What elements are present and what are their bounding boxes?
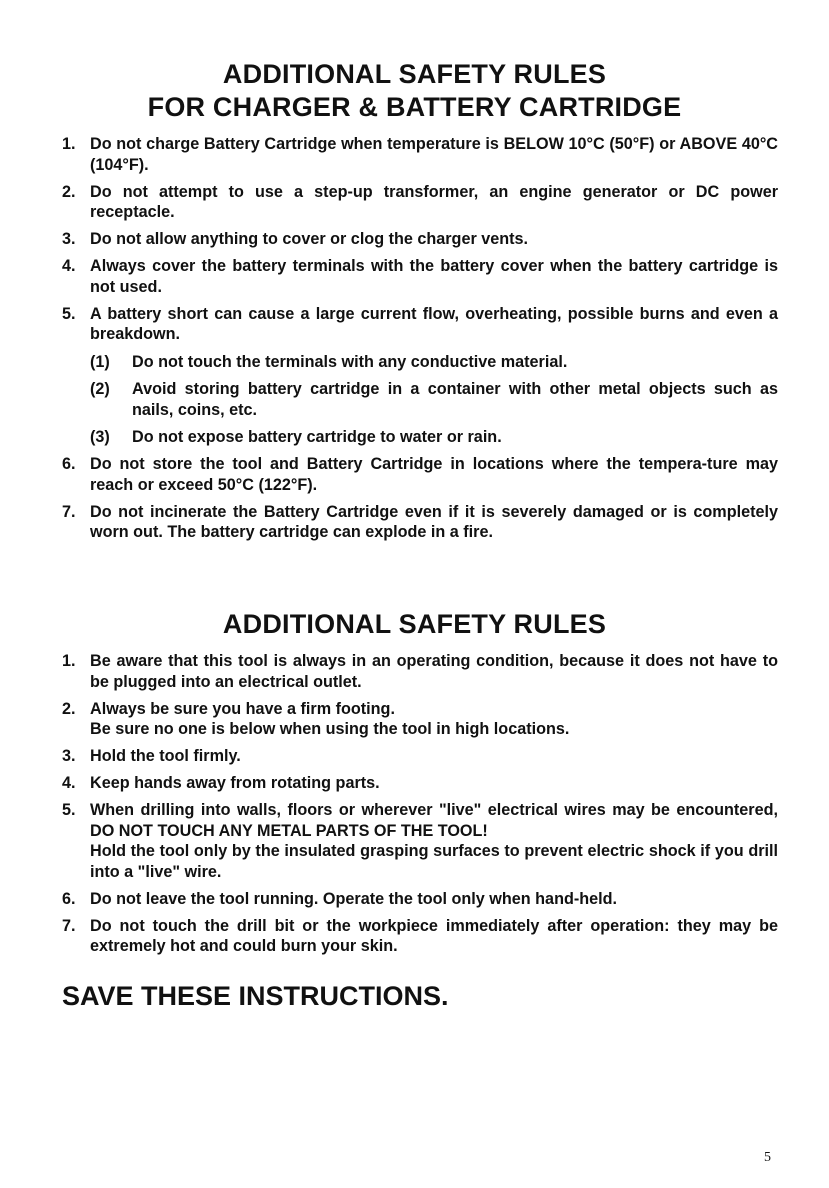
rule-number: 1. <box>62 135 76 153</box>
sub-rule-number: (1) <box>90 352 110 371</box>
section2-rule-1 <box>62 651 778 692</box>
sub-rule-2 <box>90 379 778 420</box>
page-number: 5 <box>764 1150 771 1165</box>
rule-text: Do not store the tool and Battery Cartridge in locations where the tempera-ture may reach or exceed 50°C (122°F). <box>90 455 778 494</box>
rule-number: 7. <box>62 916 76 935</box>
section2-rule-7 <box>62 916 778 957</box>
section2-rule-4 <box>62 773 778 794</box>
section1-rule-5 <box>62 304 778 448</box>
section2-rule-2 <box>62 699 778 740</box>
rule-text: Do not allow anything to cover or clog the charger vents. <box>90 230 529 248</box>
rule-number: 2. <box>62 182 76 201</box>
rule-text: Always cover the battery terminals with the battery cover when the battery cartridge is not used. <box>90 257 778 296</box>
rule-text: Do not attempt to use a step-up transformer, an engine generator or DC power receptacle. <box>90 182 778 221</box>
rule-number: 5. <box>62 801 76 819</box>
rule-number: 3. <box>62 230 76 248</box>
rule-text: Always be sure you have a firm footing. <box>90 699 395 718</box>
save-instructions-heading: SAVE THESE INSTRUCTIONS. <box>62 981 449 1011</box>
rule-number: 2. <box>62 699 76 718</box>
section1-title-line2: FOR CHARGER & BATTERY CARTRIDGE <box>147 92 682 122</box>
rule-text: Be aware that this tool is always in an operating condition, because it does not have to be plugged into an electrical outlet. <box>90 652 778 691</box>
rule-number: 4. <box>62 774 76 792</box>
section1-title-line1: ADDITIONAL SAFETY RULES <box>222 59 607 89</box>
section2-title: ADDITIONAL SAFETY RULES <box>222 609 607 639</box>
rule-text: Do not touch the drill bit or the workpiece immediately after operation: they may be extremely hot and could burn your skin. <box>90 916 778 955</box>
sub-rule-text: Do not touch the terminals with any conductive material. <box>132 352 568 371</box>
rule-number: 3. <box>62 747 76 765</box>
section1-heading <box>0 58 829 124</box>
section1-rules-list <box>62 134 778 549</box>
sub-rule-text: Avoid storing battery cartridge in a container with other metal objects such as nails, coins, etc. <box>132 380 778 419</box>
rule-extra-text: Hold the tool only by the insulated grasping surfaces to prevent electric shock if you drill into a "live" wire. <box>90 842 778 881</box>
sub-rule-text: Do not expose battery cartridge to water or rain. <box>132 428 502 446</box>
section1-rule-4 <box>62 256 778 297</box>
section1-rule-7 <box>62 502 778 543</box>
section1-rule-2 <box>62 182 778 223</box>
rule-number: 6. <box>62 455 76 473</box>
section2-rule-5 <box>62 800 778 882</box>
rule-text: Do not leave the tool running. Operate the tool only when hand-held. <box>90 889 618 908</box>
rule-text: Do not charge Battery Cartridge when temperature is BELOW 10°C (50°F) or ABOVE 40°C (104°F). <box>90 135 778 174</box>
sub-rule-3 <box>90 427 778 448</box>
sub-rule-number: (3) <box>90 428 110 446</box>
section1-rule-6 <box>62 454 778 495</box>
section1-rule-3 <box>62 229 778 250</box>
rule-number: 5. <box>62 304 76 323</box>
rule-text: A battery short can cause a large current flow, overheating, possible burns and even a breakdown. <box>90 304 778 343</box>
rule-text: Hold the tool firmly. <box>90 747 241 765</box>
rule-number: 6. <box>62 889 76 908</box>
section2-rule-6 <box>62 889 778 910</box>
rule-number: 4. <box>62 257 76 275</box>
section1-rule-1 <box>62 134 778 175</box>
rule-text: When drilling into walls, floors or wherever "live" electrical wires may be encountered, DO NOT TOUCH ANY METAL PARTS OF THE TOOL! <box>90 801 778 840</box>
rule-text: Keep hands away from rotating parts. <box>90 774 380 792</box>
rule-text: Do not incinerate the Battery Cartridge even if it is severely damaged or is completely worn out. The battery cartridge can explode in a fire. <box>90 502 778 541</box>
section2-heading <box>0 608 829 641</box>
section2-rule-3 <box>62 746 778 767</box>
sub-rule-number: (2) <box>90 380 110 398</box>
rule-number: 1. <box>62 652 76 670</box>
sub-rule-1 <box>90 352 778 373</box>
rule-extra-text: Be sure no one is below when using the tool in high locations. <box>90 720 570 738</box>
rule-number: 7. <box>62 502 76 521</box>
section2-rules-list <box>62 651 778 963</box>
